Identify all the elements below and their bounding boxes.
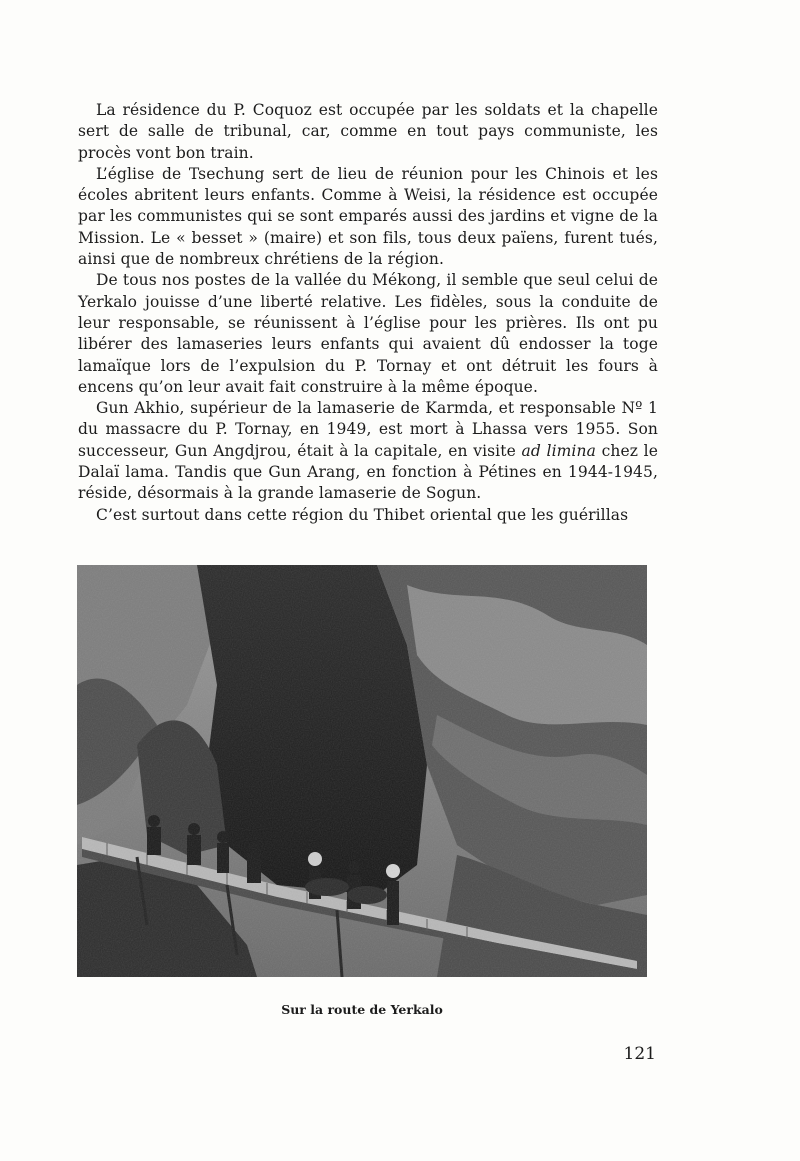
body-text [78, 100, 658, 526]
paragraph-1: La résidence du P. Coquoz est occupée par les soldats et la chapelle sert de salle de tribunal, car, comme en tout pays communiste, les procès vont bon train. [78, 101, 658, 162]
paragraph-4-italic: ad limina [521, 441, 596, 460]
paragraph-2: L’église de Tsechung sert de lieu de réunion pour les Chinois et les écoles abritent leurs enfants. Comme à Weisi, la résidence est occupée par les communistes qui se sont emparés aussi des jardins et vigne de la Mission. Le « besset » (maire) et son fils, tous deux païens, furent tués, ainsi que de nombreux chrétiens de la région. [78, 164, 658, 269]
paragraph-4-end: chez le Dalaï lama. Tandis que Gun Arang, en fonction à Pétines en 1944-1945, réside, désormais à la grande lamaserie de Sogun. [78, 441, 658, 503]
paragraph-5: C’est surtout dans cette région du Thibet oriental que les guérillas [96, 505, 629, 524]
page-number: 121 [623, 1044, 656, 1064]
paragraph-3: De tous nos postes de la vallée du Mékong, il semble que seul celui de Yerkalo jouisse d’une liberté relative. Les fidèles, sous la conduite de leur responsable, se réunissent à l’église pour les prières. Ils ont pu libérer des lamaseries leurs enfants qui avaient dû endosser la toge lamaïque lors de l’expulsion du P. Tornay et ont détruit les fours à encens qu’on leur avait fait construire à la même époque. [78, 271, 658, 396]
mountain-path-photo [77, 565, 647, 977]
paragraph-4-start: Gun Akhio, supérieur de la lamaserie de Karmda, et responsable Nº 1 du massacre du P. Tornay, en 1949, est mort à Lhassa vers 1955. Son successeur, Gun Angdjrou, était à la capitale, en visite [78, 399, 658, 460]
figure-caption: Sur la route de Yerkalo [281, 1002, 443, 1017]
paragraph-4 [78, 398, 658, 504]
photo-illustration [77, 565, 647, 977]
